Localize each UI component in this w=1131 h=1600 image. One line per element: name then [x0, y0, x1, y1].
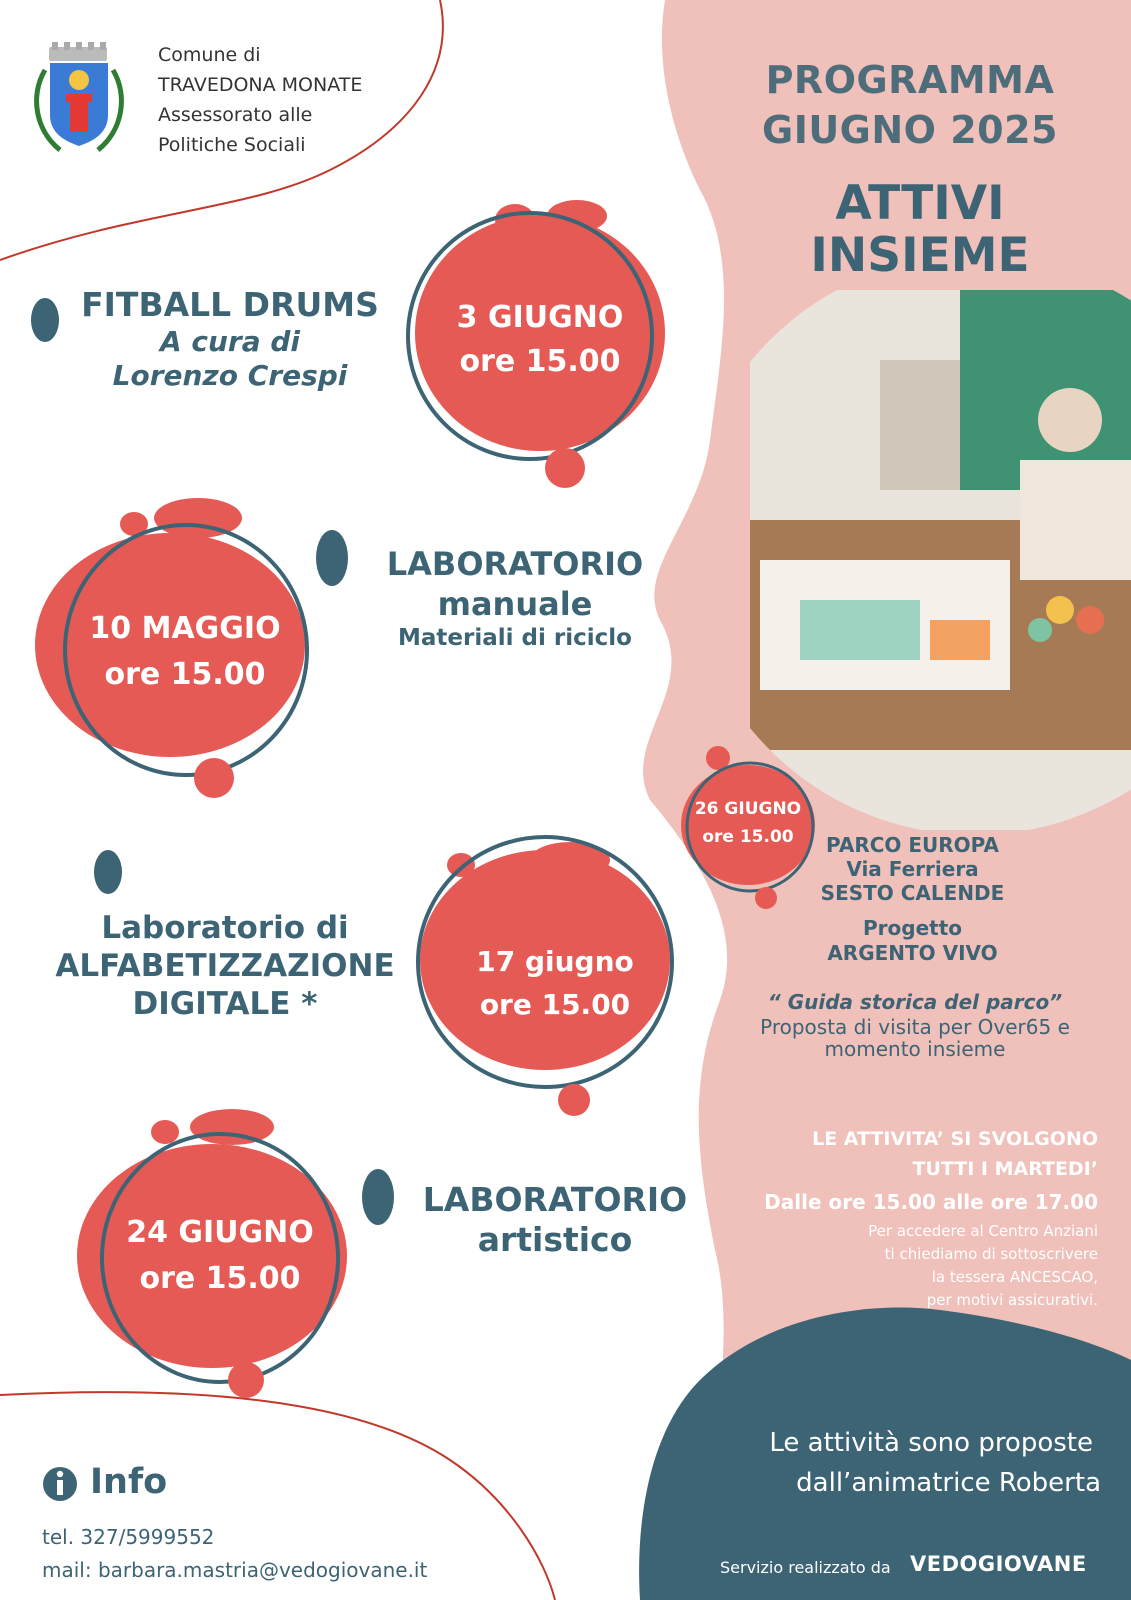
event-title: Laboratorio di [101, 910, 349, 946]
event-title: LABORATORIO [386, 545, 644, 583]
special-place: Via Ferriera [846, 857, 979, 881]
org-line: Assessorato alle [158, 104, 313, 126]
event-date-day: 24 GIUGNO [126, 1215, 314, 1250]
special-place: SESTO CALENDE [820, 881, 1005, 905]
event-subtitle: artistico [477, 1220, 633, 1259]
org-line: Politiche Sociali [158, 134, 306, 156]
title-month: GIUGNO 2025 [762, 108, 1058, 152]
info-icon [43, 1467, 77, 1501]
marker-dot [316, 530, 348, 586]
special-date-day: 26 GIUGNO [694, 799, 802, 819]
event-title: LABORATORIO [422, 1180, 688, 1219]
info-tel[interactable]: tel. 327/5999552 [42, 1525, 215, 1549]
notice-small: per motivi assicurativi. [926, 1291, 1098, 1309]
notice-small: la tessera ANCESCAO, [931, 1268, 1098, 1286]
special-date-time: ore 15.00 [702, 827, 794, 847]
event-subtitle: Materiali di riciclo [398, 625, 632, 651]
event-subtitle: manuale [437, 585, 593, 623]
special-place: PARCO EUROPA [826, 833, 999, 857]
event-date-day: 17 giugno [476, 945, 634, 978]
notice-hours: Dalle ore 15.00 alle ore 17.00 [764, 1190, 1098, 1214]
title-programma: PROGRAMMA [765, 58, 1055, 102]
event-date-time: ore 15.00 [139, 1261, 301, 1296]
event-date-day: 3 GIUGNO [456, 300, 624, 335]
special-description: momento insieme [824, 1037, 1006, 1061]
notice-small: Per accedere al Centro Anziani [868, 1222, 1098, 1240]
event-subtitle: DIGITALE * [132, 986, 318, 1022]
event-date-time: ore 15.00 [479, 988, 631, 1021]
event-subtitle: Lorenzo Crespi [112, 359, 348, 392]
animator-line: dall’animatrice Roberta [796, 1468, 1101, 1498]
notice-line: LE ATTIVITA’ SI SVOLGONO [812, 1128, 1098, 1150]
org-line: TRAVEDONA MONATE [158, 74, 363, 96]
special-description: Proposta di visita per Over65 e [760, 1015, 1070, 1039]
service-label: Servizio realizzato da [720, 1558, 891, 1577]
org-header [158, 40, 362, 160]
event-subtitle: ALFABETIZZAZIONE [55, 948, 395, 984]
special-date [683, 795, 813, 851]
event-date-day: 10 MAGGIO [89, 611, 281, 646]
notice-line: TUTTI I MARTEDI’ [912, 1158, 1098, 1180]
marker-dot [31, 298, 59, 342]
marker-dot [94, 850, 122, 894]
event-title: FITBALL DRUMS [81, 285, 379, 324]
info-title: Info [90, 1462, 168, 1502]
event-subtitle: A cura di [159, 325, 301, 358]
title-insieme: INSIEME [810, 228, 1030, 283]
event-date-time: ore 15.00 [104, 657, 266, 692]
event-date [75, 606, 295, 698]
event-date [430, 296, 650, 384]
coat-of-arms [37, 42, 122, 150]
special-project: ARGENTO VIVO [827, 941, 998, 965]
notice-small: ti chiediamo di sottoscrivere [884, 1245, 1098, 1263]
special-project: Progetto [862, 916, 962, 940]
event-date [445, 940, 665, 1026]
title-attivi: ATTIVI [835, 176, 1005, 231]
info-mail[interactable]: mail: barbara.mastria@vedogiovane.it [42, 1558, 428, 1582]
photo-elderly-painting [750, 290, 1131, 830]
event-date-time: ore 15.00 [459, 344, 621, 379]
special-quote: “ Guida storica del parco” [767, 990, 1063, 1014]
org-line: Comune di [158, 44, 261, 66]
marker-dot [362, 1169, 394, 1225]
animator-line: Le attività sono proposte [769, 1428, 1093, 1458]
service-name: VEDOGIOVANE [910, 1552, 1087, 1576]
event-date [110, 1210, 330, 1302]
